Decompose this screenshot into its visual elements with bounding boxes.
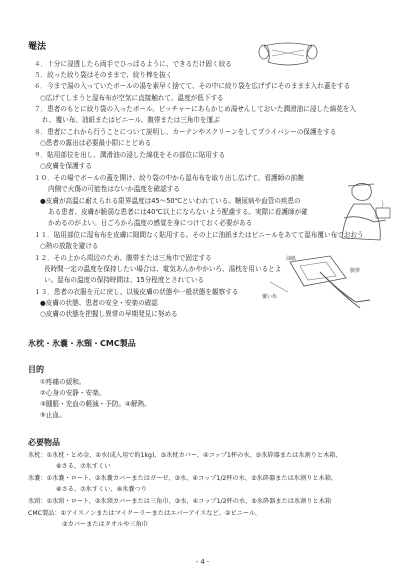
step-line: ６．今まで湯の入っていたボールの湯を素早く捨てて、その中に絞り袋を広げずにそのままま入れ蓋をする [34, 82, 351, 90]
supply-line: ⑥さる、⑦氷すくい [56, 463, 111, 470]
purpose-item: ③腫脹・充血の軽減・予防。④解熱。 [40, 400, 151, 408]
nurse-checking-temperature-illustration [330, 178, 400, 250]
step-line: れ、覆い布、油紙またはビニール、腹帯または三角巾を運ぶ [42, 116, 220, 124]
label-paper: 油紙 [286, 256, 297, 262]
supply-line: 氷頸：①氷頸・ロート、②氷頸カバーまたは三角巾、③水、④コップ1/2杯の水、⑤氷砕器または氷割りと木箱 [28, 498, 332, 505]
step-line: 内側で火傷の可能性はないか温度を確認する [48, 185, 180, 193]
purpose-item: ②心身の安静・安楽。 [40, 389, 106, 397]
section-title: 氷枕・氷嚢・氷頸・CMC製品 [28, 339, 136, 348]
purpose-heading: 目的 [28, 365, 44, 374]
compress-layers-illustration [260, 252, 380, 312]
step-line: １２．その上から周辺のため、腹帯または三角巾で固定する [34, 254, 212, 262]
label-band: 腹帯 [350, 268, 361, 274]
supply-line: 氷枕：①氷枕・とめ金、②水(成人用で約1kg)、③氷枕カバー、④コップ1杯の水、⑤氷砕器または氷割りと木箱、 [28, 452, 342, 459]
step-caution: かめるのがよい。日ごろから温度の感覚を身につけておく必要がある [48, 219, 253, 227]
step-line: ８．患者にこれから行うことについて説明し、カーテンやスクリーンをしてプライバシーの保護をする [34, 128, 337, 136]
step-caution: ●皮膚の状態、患者の安全・安楽の確認 [40, 299, 158, 307]
step-line: ５．絞った絞り袋はそのままで、絞り棒を抜く [34, 71, 173, 79]
purpose-item: ①疼痛の緩和。 [40, 378, 86, 386]
page-number: - 4 - [196, 558, 210, 566]
step-line: １３．患者の衣服を元に戻し、以後皮膚の状態や一般状態を観察する [34, 288, 239, 296]
step-note: ○患者の露出は必要最小限にとどめる [40, 139, 152, 147]
page-title: 罨法 [28, 42, 47, 52]
supply-line: ⑥さる、⑦氷すくい、⑧氷嚢つり [56, 486, 147, 493]
step-line: 長時間一定の温度を保持したい場合は、電気あんかやかいろ、湯枕を用いるとよ [44, 265, 282, 273]
step-line: １０．その場でボールの蓋を開け、絞り袋の中から湿布布を取り出し広げて、看護師の前腕 [34, 174, 304, 182]
supply-line: CMC製品：①アイスノンまたはマイクーラーまたはエバーアイスなど、②ビニール、 [28, 510, 261, 517]
step-line: い。湿布の温度の保持時間は、15分程度とされている [44, 276, 205, 284]
step-line: ４．十分に浸透したら両手でひっぱるように、できるだけ固く絞る [34, 60, 232, 68]
step-note: ○皮膚を保護する [40, 162, 92, 170]
step-note: ○広げてしまうと湿布布が空気に直接触れて、温度が低下する [40, 94, 224, 102]
step-note: ○熱の放散を避ける [40, 242, 99, 250]
step-caution: ある患者、皮膚が脆弱な患者には40℃以上にならないよう配慮する。実際に看護師が確 [48, 208, 308, 216]
step-line: ７．患者のもとに絞り袋の入ったボール、ピッチャーにあらかじめ湯せんしておいた潤滑油に浸した綿花を入 [34, 105, 356, 113]
step-caution: ●皮膚が高温に耐えられる限界温度は45～50℃といわれている。糖尿病や血管の疾患の [40, 197, 301, 205]
purpose-item: ⑤止血。 [40, 411, 66, 419]
step-line: ９．貼用部位を出し、潤滑油の浸した綿花をその部位に貼用する [34, 151, 226, 159]
label-cloth: 覆い布 [262, 294, 278, 300]
supply-line: ③カバーまたはタオルや三角巾 [62, 521, 148, 528]
step-note: ○皮膚の状態を把握し異常の早期発見に努める [40, 310, 178, 318]
step-line: １１．貼用部位に湿布布を皮膚に隙間なく貼用する。その上に油紙またはビニールをあてて湿布覆い布でおおう [34, 231, 364, 239]
twisting-hands-illustration [258, 38, 318, 70]
supplies-heading: 必要物品 [28, 438, 60, 447]
supply-line: 氷嚢：①氷嚢・ロート、②氷嚢カバーまたはガーゼ、③水、④コップ1/2杯の水、⑤氷砕器または氷割りと木箱、 [28, 475, 338, 482]
